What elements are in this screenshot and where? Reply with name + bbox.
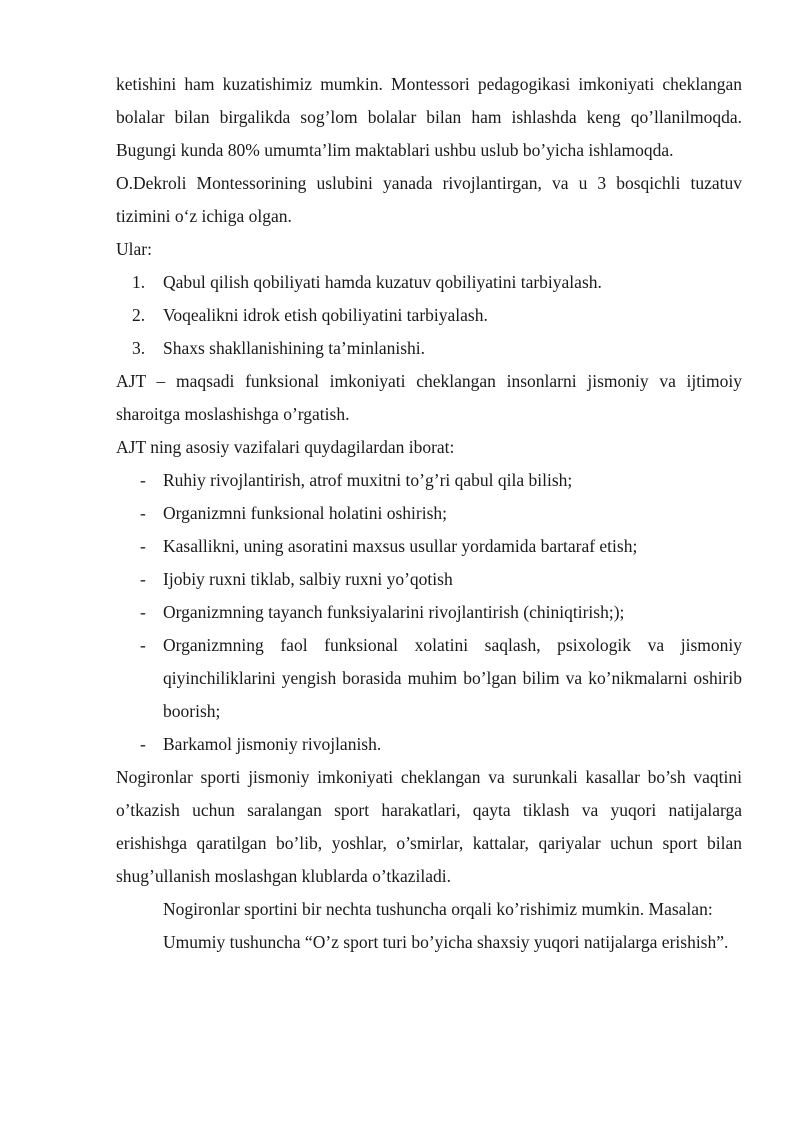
paragraph-ajt-tasks: AJT ning asosiy vazifalari quydagilardan iborat: — [116, 437, 455, 457]
list-number: 1. — [132, 272, 146, 292]
list-item — [116, 728, 742, 761]
paragraph-general-concept: Umumiy tushuncha “O’z sport turi bo’yicha shaxsiy yuqori natijalarga erishish”. — [163, 932, 729, 952]
paragraph-montessori: ketishini ham kuzatishimiz mumkin. Montessori pedagogikasi imkoniyati cheklangan bolalar bilan birgalikda sog’lom bolalar bilan ham ishlashda keng qo’llanilmoqda. Bugungi kunda 80% umumta’lim maktablari ushbu uslub bo’yicha ishlamoqda. — [116, 74, 742, 160]
list-item — [116, 563, 742, 596]
list-dash: - — [140, 503, 146, 523]
list-item — [116, 497, 742, 530]
list-dash: - — [140, 569, 146, 589]
list-item-text: Ijobiy ruxni tiklab, salbiy ruxni yo’qotish — [163, 569, 453, 589]
list-item — [116, 530, 742, 563]
list-dash: - — [140, 635, 146, 655]
list-item — [116, 464, 742, 497]
paragraph-dekroli: O.Dekroli Montessorining uslubini yanada rivojlantirgan, va u 3 bosqichli tuzatuv tizimini o‘z ichiga olgan. — [116, 173, 742, 226]
document-page — [116, 68, 742, 959]
list-item — [116, 299, 742, 332]
list-item — [116, 332, 742, 365]
list-item-text: Barkamol jismoniy rivojlanish. — [163, 734, 382, 754]
list-item-text: Qabul qilish qobiliyati hamda kuzatuv qobiliyatini tarbiyalash. — [163, 272, 602, 292]
list-number: 2. — [132, 305, 146, 325]
list-item-text: Organizmni funksional holatini oshirish; — [163, 503, 448, 523]
list-dash: - — [140, 470, 146, 490]
list-item-text: Organizmning faol funksional xolatini saqlash, psixologik va jismoniy qiyinchiliklarini yengish borasida muhim bo’lgan bilim va ko’nikmalarni oshirib boorish; — [163, 635, 742, 721]
list-dash: - — [140, 734, 146, 754]
list-item-text: Kasallikni, uning asoratini maxsus usullar yordamida bartaraf etish; — [163, 536, 638, 556]
paragraph-ajt-goal: AJT – maqsadi funksional imkoniyati cheklangan insonlarni jismoniy va ijtimoiy sharoitga moslashishga o’rgatish. — [116, 371, 742, 424]
list-item — [116, 266, 742, 299]
list-item — [116, 596, 742, 629]
dash-list — [116, 464, 742, 761]
list-item-text: Organizmning tayanch funksiyalarini rivojlantirish (chiniqtirish;); — [163, 602, 625, 622]
list-dash: - — [140, 536, 146, 556]
list-number: 3. — [132, 338, 146, 358]
paragraph-ular: Ular: — [116, 239, 152, 259]
paragraph-concepts: Nogironlar sportini bir nechta tushuncha orqali ko’rishimiz mumkin. Masalan: — [163, 899, 713, 919]
list-dash: - — [140, 602, 146, 622]
list-item-text: Voqealikni idrok etish qobiliyatini tarbiyalash. — [163, 305, 488, 325]
numbered-list — [116, 266, 742, 365]
list-item — [116, 629, 742, 728]
list-item-text: Ruhiy rivojlantirish, atrof muxitni to’g’ri qabul qila bilish; — [163, 470, 573, 490]
list-item-text: Shaxs shakllanishining ta’minlanishi. — [163, 338, 425, 358]
paragraph-disability-sport: Nogironlar sporti jismoniy imkoniyati cheklangan va surunkali kasallar bo’sh vaqtini o’tkazish uchun saralangan sport harakatlari, qayta tiklash va yuqori natijalarga erishishga qaratilgan bo’lib, yoshlar, o’smirlar, kattalar, qariyalar uchun sport bilan shug’ullanish moslashgan klublarda o’tkaziladi. — [116, 767, 742, 886]
